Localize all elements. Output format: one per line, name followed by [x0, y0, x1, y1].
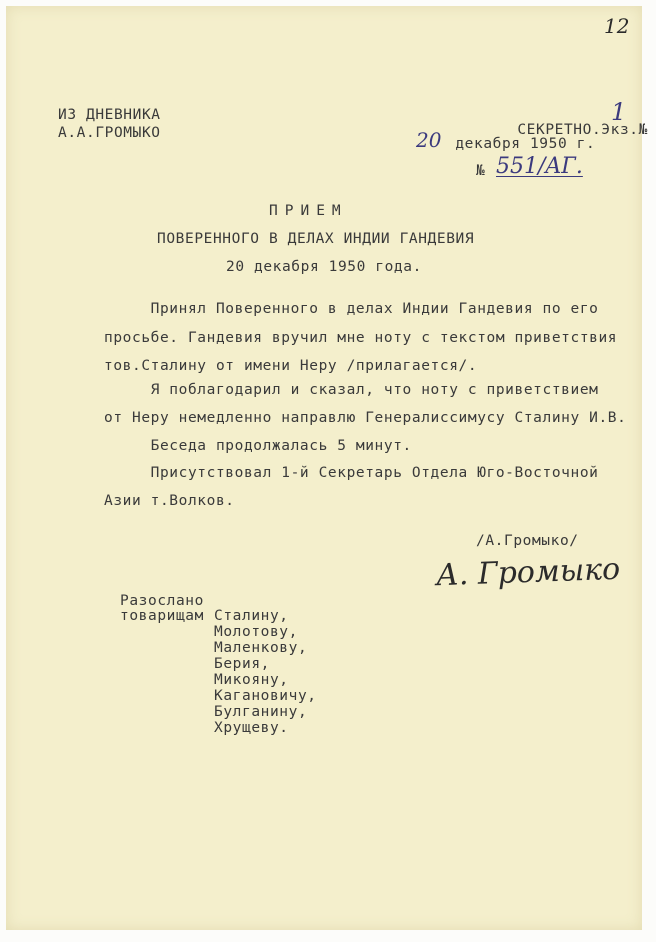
date-rest: декабря 1950 г. — [446, 136, 596, 152]
distribution-name: Молотову, — [214, 624, 298, 640]
distribution-label-line1: Разослано — [120, 593, 204, 609]
title-line2: ПОВЕРЕННОГО В ДЕЛАХ ИНДИИ ГАНДЕВИЯ — [157, 231, 475, 247]
handwritten-signature: А. Громыко — [435, 551, 621, 594]
paragraph-1-line2: просьбе. Гандевия вручил мне ноту с текстом приветствия — [104, 330, 618, 346]
typed-signature: /А.Громыко/ — [476, 533, 579, 549]
distribution-name: Кагановичу, — [214, 688, 317, 704]
paragraph-1-line1: Принял Поверенного в делах Индии Гандевия по его — [104, 301, 599, 317]
distribution-name: Сталину, — [214, 608, 289, 624]
distribution-name: Маленкову, — [214, 640, 308, 656]
diary-label-line2: А.А.ГРОМЫКО — [58, 125, 161, 141]
document-page — [6, 6, 648, 930]
paragraph-4-line1: Присутствовал 1-й Секретарь Отдела Юго-Восточной — [104, 465, 599, 481]
title-line1: ПРИЕМ — [269, 203, 348, 219]
date-day: 20 — [416, 128, 442, 152]
paragraph-2-line2: от Неру немедленно направлю Генералиссимусу Сталину И.В. — [104, 410, 627, 426]
distribution-label-line2: товарищам — [120, 608, 204, 624]
distribution-name: Хрущеву. — [214, 720, 289, 736]
paragraph-2-line1: Я поблагодарил и сказал, что ноту с приветствием — [104, 382, 599, 398]
distribution-name: Берия, — [214, 656, 270, 672]
page-number: 12 — [604, 14, 630, 38]
paragraph-3: Беседа продолжалась 5 минут. — [104, 438, 412, 454]
paragraph-1-line3: тов.Сталину от имени Неру /прилагается/. — [104, 358, 478, 374]
distribution-name: Микояну, — [214, 672, 289, 688]
paragraph-4-line2: Азии т.Волков. — [104, 493, 235, 509]
doc-number: 551/AГ. — [496, 154, 583, 179]
doc-number-prefix: № — [476, 163, 486, 179]
copy-number: 1 — [611, 98, 627, 126]
distribution-name: Булганину, — [214, 704, 308, 720]
diary-label-line1: ИЗ ДНЕВНИКА — [58, 107, 161, 123]
title-line3: 20 декабря 1950 года. — [226, 259, 422, 275]
secret-label: СЕКРЕТНО.Экз.№ — [517, 121, 648, 138]
